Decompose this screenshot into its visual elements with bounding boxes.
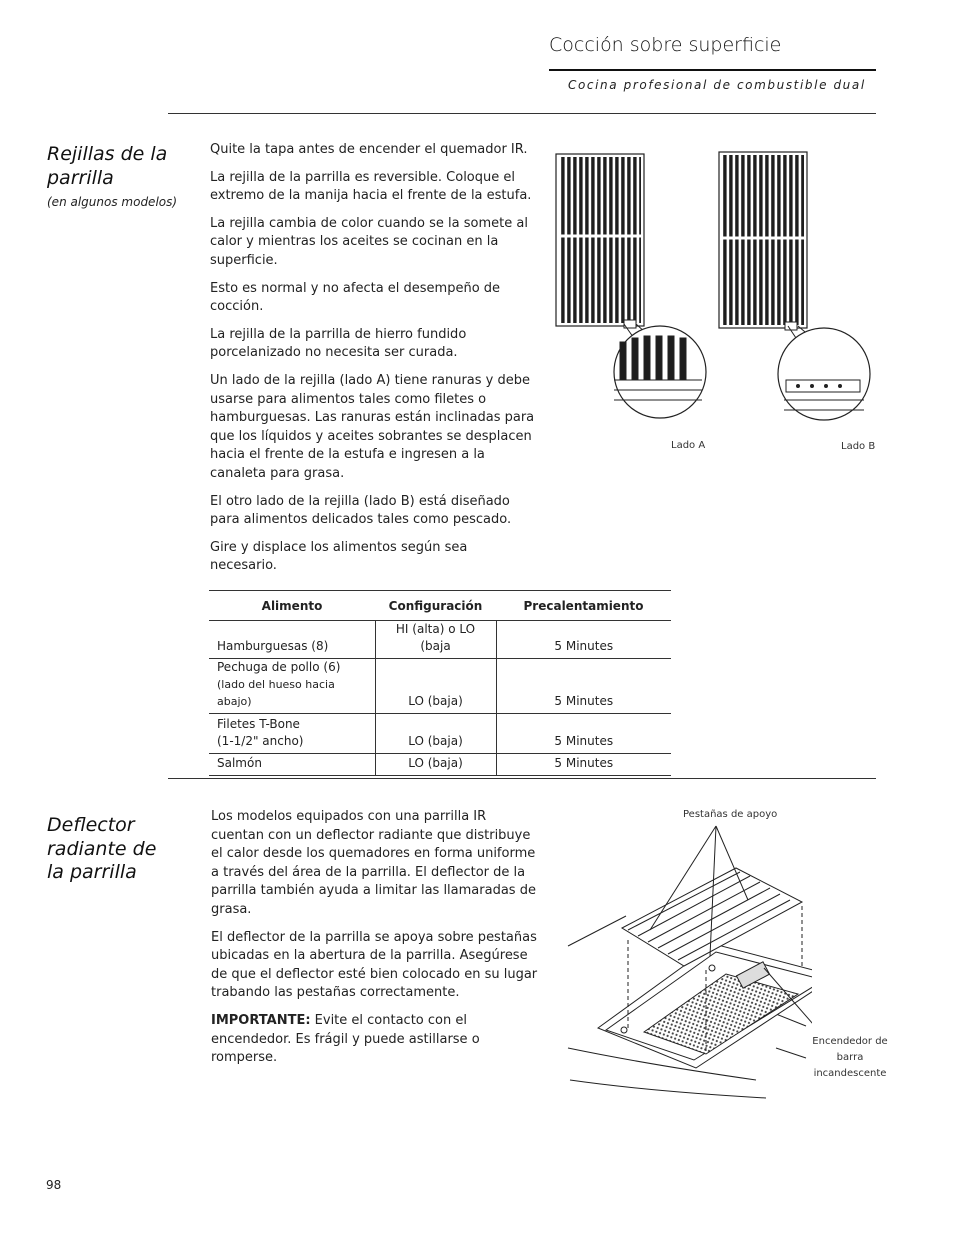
paragraph: Quite la tapa antes de encender el quemador IR. (210, 142, 528, 157)
detail-circle-side-b (778, 326, 870, 420)
grill-cooking-table (209, 590, 671, 776)
food-name: Hamburguesas (8) (217, 639, 329, 653)
cell-setting: HI (alta) o LO (baja (375, 621, 496, 659)
cell-food (209, 714, 375, 754)
table-row (209, 659, 671, 714)
radiant-deflector-figure (566, 818, 812, 1100)
column-header-preheat: Precalentamiento (496, 591, 671, 621)
page-header-subtitle: Cocina profesional de combustible dual (568, 78, 866, 92)
food-note: (1-1/2" ancho) (217, 734, 304, 748)
cell-food (209, 754, 375, 776)
cell-food (209, 621, 375, 659)
table-row (209, 621, 671, 659)
paragraph: El deflector de la parrilla se apoya sobre pestañas ubicadas en la abertura de la parrilla. Asegúrese de que el deflector esté bien colocado en su lugar trabando las pestañas correctamente. (211, 929, 538, 1001)
caption-igniter: Encendedor de barra incandescente (812, 1036, 888, 1079)
paragraph: La rejilla de la parrilla es reversible. Coloque el extremo de la manija hacia el frente de la estufa. (210, 169, 532, 204)
section-note: (en algunos modelos) (47, 195, 178, 209)
cell-preheat: 5 Minutes (496, 621, 671, 659)
important-text: Evite el contacto con el encendedor. Es frágil y puede astillarse o romperse. (211, 1012, 480, 1066)
cell-setting: LO (baja) (375, 754, 496, 776)
food-name: Pechuga de pollo (6) (217, 660, 341, 674)
paragraph: Esto es normal y no afecta el desempeño de cocción. (210, 280, 501, 315)
table-row (209, 714, 671, 754)
paragraph: Los modelos equipados con una parrilla IR cuentan con un deflector radiante que distribuye el calor desde los quemadores en forma uniforme a través del área de la parrilla. El deflector de la parrilla también ayuda a limitar las llamaradas de grasa. (211, 809, 536, 917)
grill-grate-instructions (210, 141, 535, 585)
cell-food (209, 659, 375, 714)
header-rule (549, 69, 876, 71)
caption-support-tabs: Pestañas de apoyo (683, 809, 778, 820)
table-row (209, 754, 671, 776)
page-number: 98 (46, 1178, 62, 1192)
grate-side-a (556, 154, 644, 328)
paragraph: La rejilla de la parrilla de hierro fundido porcelanizado no necesita ser curada. (210, 326, 467, 361)
detail-circle-side-a (614, 324, 706, 418)
cell-setting: LO (baja) (375, 714, 496, 754)
section-divider (168, 113, 876, 114)
cell-setting: LO (baja) (375, 659, 496, 714)
grill-grate-figure (548, 148, 888, 440)
cell-preheat: 5 Minutes (496, 659, 671, 714)
page-header-title: Cocción sobre superficie (549, 34, 782, 56)
cell-preheat: 5 Minutes (496, 754, 671, 776)
cell-preheat: 5 Minutes (496, 714, 671, 754)
paragraph: La rejilla cambia de color cuando se la somete al calor y mientras los aceites se cocinan en la superficie. (210, 215, 528, 268)
paragraph: El otro lado de la rejilla (lado B) está diseñado para alimentos delicados tales como pescado. (210, 493, 512, 528)
deflector-instructions (211, 808, 541, 1077)
food-name: Salmón (217, 756, 262, 770)
grate-side-b (719, 152, 807, 330)
important-label: IMPORTANTE: (211, 1012, 311, 1028)
food-note: (lado del hueso hacia abajo) (217, 678, 335, 708)
section-divider (168, 778, 876, 779)
column-header-food: Alimento (209, 591, 375, 621)
caption-side-b: Lado B (841, 441, 876, 452)
section-title-grill-grates: Rejillas de la parrilla (47, 143, 168, 189)
caption-side-a: Lado A (671, 440, 706, 451)
food-name: Filetes T-Bone (217, 717, 300, 731)
table-header-row (209, 591, 671, 621)
paragraph: Un lado de la rejilla (lado A) tiene ranuras y debe usarse para alimentos tales como filetes o hamburguesas. Las ranuras están inclinadas para que los líquidos y aceites sobrantes se desplacen hacia el frente de la estufa e ingresen a la canaleta para grasa. (210, 372, 535, 481)
column-header-setting: Configuración (375, 591, 496, 621)
section-title-radiant-deflector: Deflector radiante de la parrilla (47, 814, 157, 883)
important-paragraph (211, 1012, 541, 1068)
paragraph: Gire y displace los alimentos según sea necesario. (210, 539, 468, 574)
